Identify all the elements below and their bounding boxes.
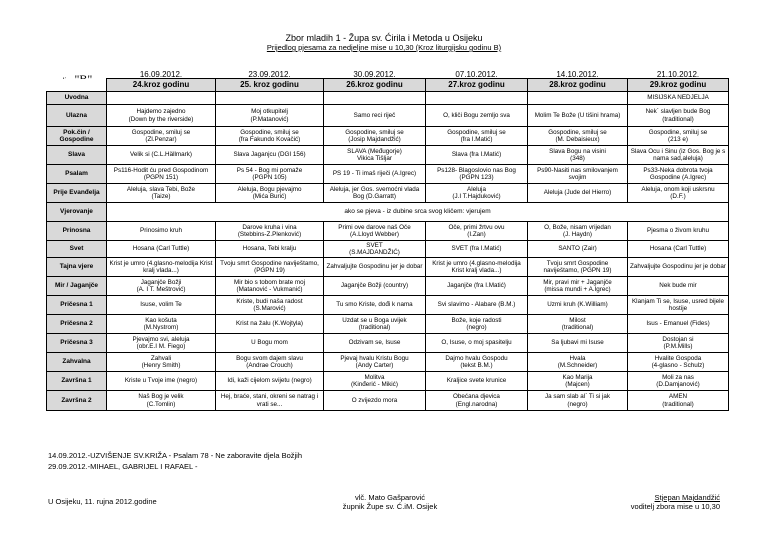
song-cell xyxy=(426,92,528,105)
song-cell: Ja sam slab al` Ti si jak (negro) xyxy=(528,391,628,411)
row-label: Tajna vjere xyxy=(47,258,107,277)
song-cell: Zahvaljujte Gospodinu jer je dobar xyxy=(628,258,729,277)
note-line: 14.09.2012.-UZVIŠENJE SV.KRIŽA - Psalam 78 - Ne zaboravite djela Božjih xyxy=(48,451,303,460)
song-cell: Svi slavimo - Alabare (B.M.) xyxy=(426,296,528,315)
song-cell: Slava Ocu i Sinu (iz Gos. Bog je s nama sad,aleluja) xyxy=(628,146,729,165)
column-date: 16.09.2012. xyxy=(139,69,183,79)
row-label: Pok.čin / Gospodine xyxy=(47,127,107,146)
table-row xyxy=(47,391,729,411)
column-date: 07.10.2012. xyxy=(455,69,498,79)
row-label: Ulazna xyxy=(47,105,107,127)
song-cell: Aleluja (Jude del Hierro) xyxy=(528,184,628,203)
song-cell: Tvoju smrt Gospodine naviještamo, (PGPN 19) xyxy=(216,258,324,277)
song-cell: Kao Marija (Majcen) xyxy=(528,372,628,391)
song-cell xyxy=(216,92,324,105)
note-line: 29.09.2012.-MIHAEL, GABRIJEL I RAFAEL - xyxy=(48,461,198,471)
table-row xyxy=(47,105,729,127)
column-heading: 24.kroz godinu xyxy=(107,79,216,92)
song-cell: Hosana, Tebi kralju xyxy=(216,241,324,258)
table-row xyxy=(47,277,729,296)
document-title: Zbor mladih 1 - Župa sv. Ćirila i Metoda u Osijeku xyxy=(285,33,483,43)
footer-priest xyxy=(320,493,460,511)
footer-place-date xyxy=(48,493,157,506)
spanning-cell: ako se pjeva - iz dubine srca svog kličem: vjerujem xyxy=(107,203,729,222)
row-label: Pričesna 2 xyxy=(47,315,107,334)
song-cell: Kriste, budi naša radost (S.Marović) xyxy=(216,296,324,315)
row-label: Pričesna 3 xyxy=(47,334,107,353)
table-row xyxy=(47,315,729,334)
place-date-text: U Osijeku, 11. rujna 2012.godine xyxy=(48,497,157,506)
song-cell: Pjesma o živom kruhu xyxy=(628,222,729,241)
song-cell: Aleluja, slava Tebi, Bože (Taize) xyxy=(107,184,216,203)
song-cell: Gospodine, smiluj se (Josip Majdandžić) xyxy=(324,127,426,146)
row-label: Mir / Jaganjče xyxy=(47,277,107,296)
column-heading: 28.kroz godinu xyxy=(528,79,628,92)
song-cell: Krist je umro (4.glasno-melodija Krist kralj vlada...) xyxy=(107,258,216,277)
column-heading: 25. kroz godinu xyxy=(216,79,324,92)
song-cell: Ps128- Blagoslovio nas Bog (PGPN 123) xyxy=(426,165,528,184)
song-cell: Moj otkupitelj (P.Matanović) xyxy=(216,105,324,127)
song-cell: Dajmo hvalu Gospodu (tekst B.M.) xyxy=(426,353,528,372)
song-cell: SVET (S.MAJDANDŽIĆ) xyxy=(324,241,426,258)
row-label: Zahvalna xyxy=(47,353,107,372)
row-label: Prije Evanđelja xyxy=(47,184,107,203)
song-cell xyxy=(528,92,628,105)
song-cell: Dostojan si (P.M.Mills) xyxy=(628,334,729,353)
song-cell: Hvala (M.Schneider) xyxy=(528,353,628,372)
leader-name: Stjepan Majdandžić xyxy=(654,493,720,502)
song-cell: Velik si (C.L.Hällmark) xyxy=(107,146,216,165)
song-cell: Hajdemo zajedno (Down by the riverside) xyxy=(107,105,216,127)
table-row xyxy=(47,184,729,203)
song-cell: SANTO (Zair) xyxy=(528,241,628,258)
song-cell: Obećana djevica (Engl.narodna) xyxy=(426,391,528,411)
column-heading: 27.kroz godinu xyxy=(426,79,528,92)
song-cell: Ps116-Hodit ću pred Gospodinom (PGPN 151) xyxy=(107,165,216,184)
song-cell: Kraljice svete krunice xyxy=(426,372,528,391)
song-cell: Nek` slavljen bude Bog (traditional) xyxy=(628,105,729,127)
song-cell: Naš Bog je velik (C.Tomlin) xyxy=(107,391,216,411)
column-heading: 29.kroz godinu xyxy=(628,79,729,92)
song-cell: Darove kruha i vina (Stebbins-Z.Plenković) xyxy=(216,222,324,241)
song-cell: Jaganjče (fra I.Matić) xyxy=(426,277,528,296)
song-cell: Slava Bogu na visini (348) xyxy=(528,146,628,165)
row-label: Završna 2 xyxy=(47,391,107,411)
song-cell: Hosana (Carl Tuttle) xyxy=(628,241,729,258)
row-label: Svet xyxy=(47,241,107,258)
song-schedule-table xyxy=(46,66,729,411)
table-row xyxy=(47,258,729,277)
table-row xyxy=(47,372,729,391)
column-date: 14.10.2012. xyxy=(556,69,599,79)
song-cell: Isuse, volim Te xyxy=(107,296,216,315)
song-cell xyxy=(107,92,216,105)
song-cell: Krist je umro (4.glasno-melodija Krist kralj vlada...) xyxy=(426,258,528,277)
table-row xyxy=(47,165,729,184)
song-cell: O, Isuse, o moj spasitelju xyxy=(426,334,528,353)
song-cell: Hosana (Carl Tuttle) xyxy=(107,241,216,258)
table-row xyxy=(47,334,729,353)
song-cell: Slava Jaganjcu (DGI 156) xyxy=(216,146,324,165)
song-cell: Pjevaj hvalu Kristu Bogu (Andy Carter) xyxy=(324,353,426,372)
song-cell: O zvijezdo mora xyxy=(324,391,426,411)
song-cell: Prinosimo kruh xyxy=(107,222,216,241)
song-cell: SLAVA (Međugorje) Vikica Tišljar xyxy=(324,146,426,165)
song-cell: Kao košuta (M.Nystrom) xyxy=(107,315,216,334)
song-cell: Jaganjče Božji (A. I T. Meštrović) xyxy=(107,277,216,296)
corner-cell xyxy=(47,66,107,79)
row-label: Psalam xyxy=(47,165,107,184)
song-cell: Molim Te Bože (U tišini hrama) xyxy=(528,105,628,127)
song-cell: Gospodine, smiluj se (213 e) xyxy=(628,127,729,146)
song-cell: Gospodine, smiluj se (Zl.Penzar) xyxy=(107,127,216,146)
song-cell: Ps90-Nasiti nas smilovanjem svojim xyxy=(528,165,628,184)
row-label: Pričesna 1 xyxy=(47,296,107,315)
column-heading: 26.kroz godinu xyxy=(324,79,426,92)
song-cell: Primi ove darove naš Oče (A.Lloyd Webber) xyxy=(324,222,426,241)
table-row xyxy=(47,241,729,258)
song-cell: Zahvaljujte Gospodinu jer je dobar xyxy=(324,258,426,277)
song-cell: Bogu svom dajem slavu (Andrae Crouch) xyxy=(216,353,324,372)
corner-cell xyxy=(47,79,107,92)
table-row xyxy=(47,296,729,315)
song-cell: Odzivam se, Isuse xyxy=(324,334,426,353)
song-cell: Mir bio s tobom brate moj (Matanović - Vukmanić) xyxy=(216,277,324,296)
song-cell: Oče, primi žrtvu ovu (I.Zan) xyxy=(426,222,528,241)
footer-choir-leader xyxy=(631,493,720,511)
song-cell: Klanjam Ti se, Isuse, usred bijele hostije xyxy=(628,296,729,315)
row-label: Prinosna xyxy=(47,222,107,241)
table-row xyxy=(47,127,729,146)
song-cell: Uzmi kruh (K.William) xyxy=(528,296,628,315)
song-cell: Sa ljubavi mi Isuse xyxy=(528,334,628,353)
song-cell: Hej, braće, stani, okreni se natrag i vrati se... xyxy=(216,391,324,411)
song-cell: Gospodine, smiluj se (M. Debaisieux) xyxy=(528,127,628,146)
song-cell: SVET (fra I.Matić) xyxy=(426,241,528,258)
song-cell: Hvalite Gospoda (4-glasno - Schulz) xyxy=(628,353,729,372)
table-row xyxy=(47,92,729,105)
song-cell: Milost (traditional) xyxy=(528,315,628,334)
song-cell: Mir, pravi mir + Jaganjče (missa mundi + A.Igrec) xyxy=(528,277,628,296)
song-cell: Ps 54 - Bog mi pomaže (PGPN 105) xyxy=(216,165,324,184)
song-cell: Nek bude mir xyxy=(628,277,729,296)
table-row xyxy=(47,203,729,222)
song-cell: U Bogu mom xyxy=(216,334,324,353)
priest-role: župnik Župe sv. Ć.iM. Osijek xyxy=(342,502,438,511)
song-cell: Isus - Emanuel (Fides) xyxy=(628,315,729,334)
column-date: 21.10.2012. xyxy=(656,69,700,79)
row-label: Slava xyxy=(47,146,107,165)
priest-name: vlč. Mato Gašparović xyxy=(354,493,426,502)
song-cell: Krist na žalu (K.Wojtyla) xyxy=(216,315,324,334)
song-cell: Aleluja, onom koji uskrsnu (D.F.) xyxy=(628,184,729,203)
song-cell: Aleluja, jer Gos. svemoćni vlada Bog (D.Garratt) xyxy=(324,184,426,203)
song-cell: Jaganjče Božji (country) xyxy=(324,277,426,296)
row-label: Vjerovanje xyxy=(47,203,107,222)
song-cell: Tvoju smrt Gospodine naviještamo, (PGPN 19) xyxy=(528,258,628,277)
song-cell: Gospodine, smiluj se (fra Fakundo Kovačić) xyxy=(216,127,324,146)
song-cell: Samo reci riječ xyxy=(324,105,426,127)
table-row xyxy=(47,146,729,165)
song-cell: O, kliči Bogu zemljo sva xyxy=(426,105,528,127)
song-cell: MISIJSKA NEDJELJA xyxy=(628,92,729,105)
song-cell: O, Bože, nisam vrijedan (J. Haydn) xyxy=(528,222,628,241)
notes xyxy=(48,451,302,472)
column-date: 30.09.2012. xyxy=(353,69,396,79)
song-cell: Gospodine, smiluj se (fra I.Matić) xyxy=(426,127,528,146)
song-cell: Pjevajmo svi, aleluja (obr.E.I M. Fiego) xyxy=(107,334,216,353)
table-row xyxy=(47,222,729,241)
song-cell: Aleluja (J.I T.Hajduković) xyxy=(426,184,528,203)
row-label: Uvodna xyxy=(47,92,107,105)
song-cell: AMEN (traditional) xyxy=(628,391,729,411)
song-cell: Bože, koje radosti (negro) xyxy=(426,315,528,334)
song-cell xyxy=(324,92,426,105)
song-cell: Tu smo Kriste, dođi k nama xyxy=(324,296,426,315)
song-cell: Ps33-Neka dobrota tvoja Gospodine (A.Igrec) xyxy=(628,165,729,184)
song-cell: Aleluja, Bogu pjevajmo (Mića Burić) xyxy=(216,184,324,203)
row-label: Završna 1 xyxy=(47,372,107,391)
column-date: 23.09.2012. xyxy=(248,69,291,79)
song-cell: PS 19 - Ti imaš riječi (A.Igrec) xyxy=(324,165,426,184)
song-cell: Zahvali (Henry Smith) xyxy=(107,353,216,372)
song-cell: Molitva (Kinđerić - Mikić) xyxy=(324,372,426,391)
song-cell: Uzdat se u Boga uvijek (traditional) xyxy=(324,315,426,334)
song-cell: Slava (fra I.Matić) xyxy=(426,146,528,165)
table-row xyxy=(47,353,729,372)
leader-role: voditelj zbora mise u 10,30 xyxy=(630,502,720,511)
document-subtitle: Prijedlog pjesama za nedjeljne mise u 10,30 (Kroz liturgijsku godinu B) xyxy=(266,43,502,52)
song-cell: Moli za nas (D.Damjanović) xyxy=(628,372,729,391)
song-cell: Kriste u Tvoje ime (negro) xyxy=(107,372,216,391)
song-cell: Idi, kaži cijelom svijetu (negro) xyxy=(216,372,324,391)
